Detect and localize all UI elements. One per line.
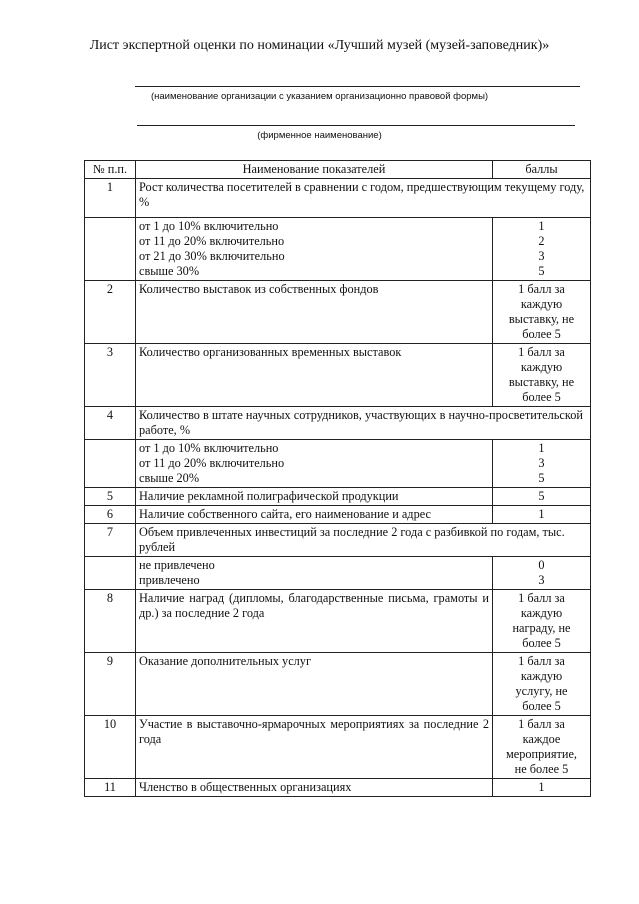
option-label: от 11 до 20% включительно xyxy=(139,234,285,248)
score-line: каждую xyxy=(520,606,563,620)
row-options xyxy=(136,218,493,281)
table-row xyxy=(85,557,591,590)
row-score xyxy=(493,281,591,344)
header-num: № п.п. xyxy=(85,161,136,179)
row-num xyxy=(85,440,136,488)
row-num: 11 xyxy=(85,779,136,797)
score-line: более 5 xyxy=(522,636,561,650)
score-line: 1 балл за xyxy=(518,282,565,296)
header-name: Наименование показателей xyxy=(136,161,493,179)
row-score xyxy=(493,590,591,653)
brand-name-line xyxy=(137,125,575,126)
score-line: каждое xyxy=(522,732,561,746)
row-num: 1 xyxy=(85,179,136,218)
row-num xyxy=(85,557,136,590)
row-score: 5 xyxy=(493,488,591,506)
row-num: 6 xyxy=(85,506,136,524)
score-line: 1 балл за xyxy=(518,717,565,731)
header-score: баллы xyxy=(493,161,591,179)
row-score: 1 xyxy=(493,779,591,797)
score-value: 1 xyxy=(538,441,545,455)
score-line: выставку, не xyxy=(508,375,575,389)
org-name-caption: (наименование организации с указанием организационно правовой формы) xyxy=(150,91,489,102)
row-scores xyxy=(493,218,591,281)
row-scores xyxy=(493,440,591,488)
score-line: более 5 xyxy=(522,327,561,341)
score-value: 3 xyxy=(538,573,545,587)
table-row xyxy=(85,179,591,218)
row-num: 5 xyxy=(85,488,136,506)
option-label: от 1 до 10% включительно xyxy=(139,219,279,233)
evaluation-table xyxy=(84,160,591,797)
row-name: Количество в штате научных сотрудников, участвующих в научно-просветительской работе, % xyxy=(136,407,591,440)
row-name: Наличие наград (дипломы, благодарственные письма, грамоты и др.) за последние 2 года xyxy=(136,590,493,653)
table-row xyxy=(85,344,591,407)
row-num: 8 xyxy=(85,590,136,653)
score-line: услугу, не xyxy=(515,684,568,698)
row-score xyxy=(493,653,591,716)
brand-name-caption: (фирменное наименование) xyxy=(257,130,382,141)
table-row xyxy=(85,440,591,488)
row-num: 2 xyxy=(85,281,136,344)
row-scores xyxy=(493,557,591,590)
row-num: 10 xyxy=(85,716,136,779)
row-name: Наличие собственного сайта, его наименование и адрес xyxy=(136,506,493,524)
row-score xyxy=(493,716,591,779)
score-line: более 5 xyxy=(522,390,561,404)
score-line: не более 5 xyxy=(514,762,569,776)
score-value: 5 xyxy=(538,264,545,278)
score-line: мероприятие, xyxy=(506,747,577,761)
score-line: каждую xyxy=(520,360,563,374)
row-score xyxy=(493,344,591,407)
table-row xyxy=(85,506,591,524)
table-header-row xyxy=(85,161,591,179)
option-label: свыше 20% xyxy=(139,471,200,485)
score-line: выставку, не xyxy=(508,312,575,326)
table-row xyxy=(85,653,591,716)
score-value: 0 xyxy=(538,558,545,572)
table-row xyxy=(85,590,591,653)
score-value: 1 xyxy=(538,219,545,233)
org-name-line xyxy=(135,86,580,87)
score-value: 3 xyxy=(538,456,545,470)
row-num xyxy=(85,218,136,281)
table-row xyxy=(85,281,591,344)
option-label: не привлечено xyxy=(139,558,215,572)
row-num: 3 xyxy=(85,344,136,407)
option-label: от 21 до 30% включительно xyxy=(139,249,285,263)
score-line: награду, не xyxy=(512,621,571,635)
table-row xyxy=(85,524,591,557)
score-line: каждую xyxy=(520,297,563,311)
score-value: 3 xyxy=(538,249,545,263)
table-row xyxy=(85,218,591,281)
score-line: 1 балл за xyxy=(518,591,565,605)
row-num: 9 xyxy=(85,653,136,716)
score-line: более 5 xyxy=(522,699,561,713)
table-row xyxy=(85,779,591,797)
option-label: свыше 30% xyxy=(139,264,200,278)
score-line: 1 балл за xyxy=(518,345,565,359)
row-name: Количество выставок из собственных фондов xyxy=(136,281,493,344)
row-num: 7 xyxy=(85,524,136,557)
option-label: от 11 до 20% включительно xyxy=(139,456,285,470)
row-name: Членство в общественных организациях xyxy=(136,779,493,797)
row-name: Рост количества посетителей в сравнении с годом, предшествующим текущему году, % xyxy=(136,179,591,218)
row-name: Участие в выставочно-ярмарочных мероприятиях за последние 2 года xyxy=(136,716,493,779)
row-score: 1 xyxy=(493,506,591,524)
score-line: 1 балл за xyxy=(518,654,565,668)
option-label: привлечено xyxy=(139,573,200,587)
row-options xyxy=(136,440,493,488)
score-line: каждую xyxy=(520,669,563,683)
score-value: 2 xyxy=(538,234,545,248)
row-num: 4 xyxy=(85,407,136,440)
option-label: от 1 до 10% включительно xyxy=(139,441,279,455)
row-options xyxy=(136,557,493,590)
row-name: Объем привлеченных инвестиций за последние 2 года с разбивкой по годам, тыс. рублей xyxy=(136,524,591,557)
page-title: Лист экспертной оценки по номинации «Лучший музей (музей-заповедник)» xyxy=(89,38,550,53)
table-row xyxy=(85,488,591,506)
table-row xyxy=(85,716,591,779)
row-name: Оказание дополнительных услуг xyxy=(136,653,493,716)
row-name: Количество организованных временных выставок xyxy=(136,344,493,407)
row-name: Наличие рекламной полиграфической продукции xyxy=(136,488,493,506)
score-value: 5 xyxy=(538,471,545,485)
table-row xyxy=(85,407,591,440)
